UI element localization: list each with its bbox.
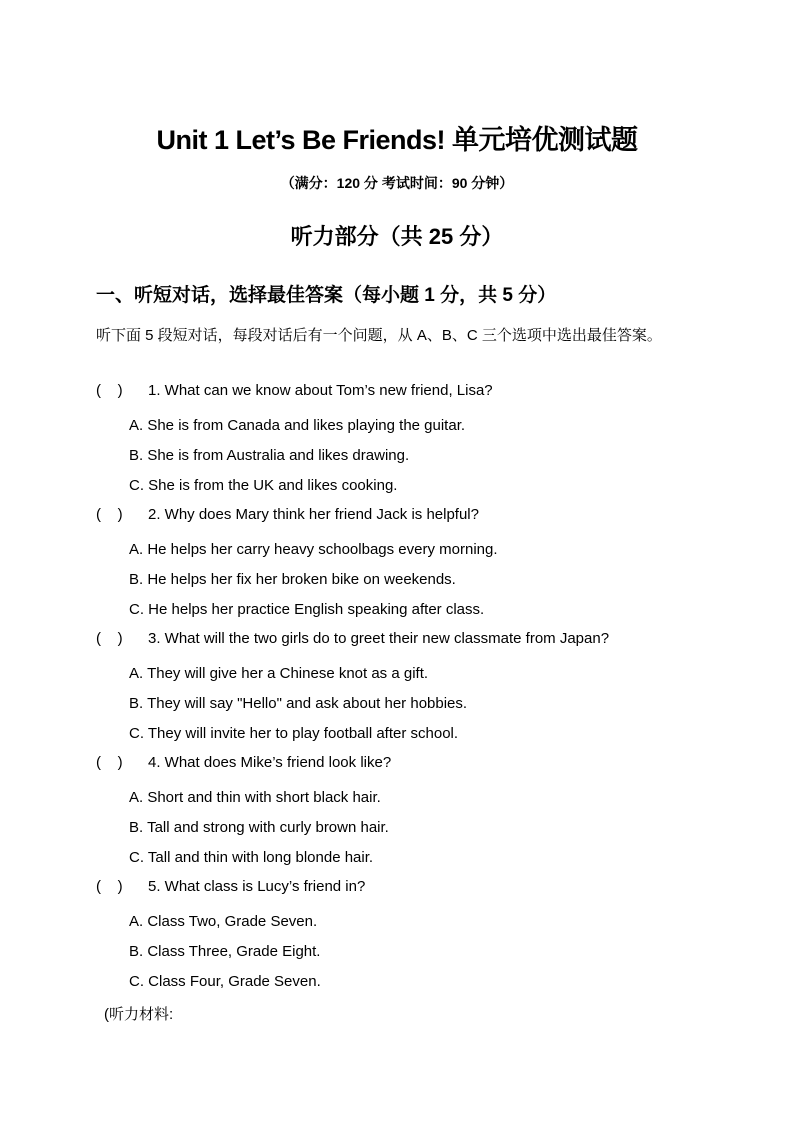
question-3 — [96, 626, 716, 750]
question-text: 5. What class is Lucy’s friend in? — [148, 878, 366, 895]
answer-blank[interactable]: ( ) — [96, 754, 123, 771]
question-stem — [96, 874, 716, 904]
option-a: A. She is from Canada and likes playing the guitar. — [129, 417, 466, 434]
option-a: A. Short and thin with short black hair. — [129, 789, 381, 806]
question-stem — [96, 502, 716, 532]
question-text: 4. What does Mike’s friend look like? — [148, 754, 392, 771]
option-c: C. She is from the UK and likes cooking. — [129, 477, 398, 494]
question-stem — [96, 626, 716, 656]
answer-blank[interactable]: ( ) — [96, 878, 123, 895]
option-list — [96, 659, 716, 749]
answer-blank[interactable]: ( ) — [96, 630, 123, 647]
option-a: A. He helps her carry heavy schoolbags every morning. — [129, 541, 498, 558]
answer-blank[interactable]: ( ) — [96, 382, 123, 399]
answer-blank[interactable]: ( ) — [96, 506, 123, 523]
question-list — [96, 378, 716, 998]
page-title: Unit 1 Let’s Be Friends! 单元培优测试题 — [156, 125, 638, 155]
option-a: A. They will give her a Chinese knot as a gift. — [129, 665, 429, 682]
section-title: 听力部分（共 25 分） — [290, 224, 504, 249]
listening-material-label: (听力材料: — [104, 1006, 174, 1023]
question-stem — [96, 378, 716, 408]
option-list — [96, 535, 716, 625]
exam-info: （满分：120 分 考试时间：90 分钟） — [280, 175, 514, 191]
option-c: C. They will invite her to play football after school. — [129, 725, 459, 742]
question-stem — [96, 750, 716, 780]
option-list — [96, 411, 716, 501]
option-c: C. Class Four, Grade Seven. — [129, 973, 321, 990]
option-list — [96, 783, 716, 873]
option-b: B. He helps her fix her broken bike on weekends. — [129, 571, 456, 588]
question-1 — [96, 378, 716, 502]
question-5 — [96, 874, 716, 998]
question-text: 3. What will the two girls do to greet their new classmate from Japan? — [148, 630, 610, 647]
question-2 — [96, 502, 716, 626]
question-text: 2. Why does Mary think her friend Jack is helpful? — [148, 506, 479, 523]
option-b: B. They will say "Hello" and ask about her hobbies. — [129, 695, 468, 712]
part-heading: 一、听短对话，选择最佳答案（每小题 1 分，共 5 分） — [96, 285, 557, 306]
option-b: B. Tall and strong with curly brown hair. — [129, 819, 389, 836]
option-c: C. He helps her practice English speaking after class. — [129, 601, 485, 618]
option-b: B. Class Three, Grade Eight. — [129, 943, 321, 960]
option-c: C. Tall and thin with long blonde hair. — [129, 849, 374, 866]
question-4 — [96, 750, 716, 874]
option-list — [96, 907, 716, 997]
option-a: A. Class Two, Grade Seven. — [129, 913, 318, 930]
instruction-text: 听下面 5 段短对话，每段对话后有一个问题，从 A、B、C 三个选项中选出最佳答案。 — [96, 327, 662, 344]
option-b: B. She is from Australia and likes drawing. — [129, 447, 410, 464]
question-text: 1. What can we know about Tom’s new friend, Lisa? — [148, 382, 493, 399]
